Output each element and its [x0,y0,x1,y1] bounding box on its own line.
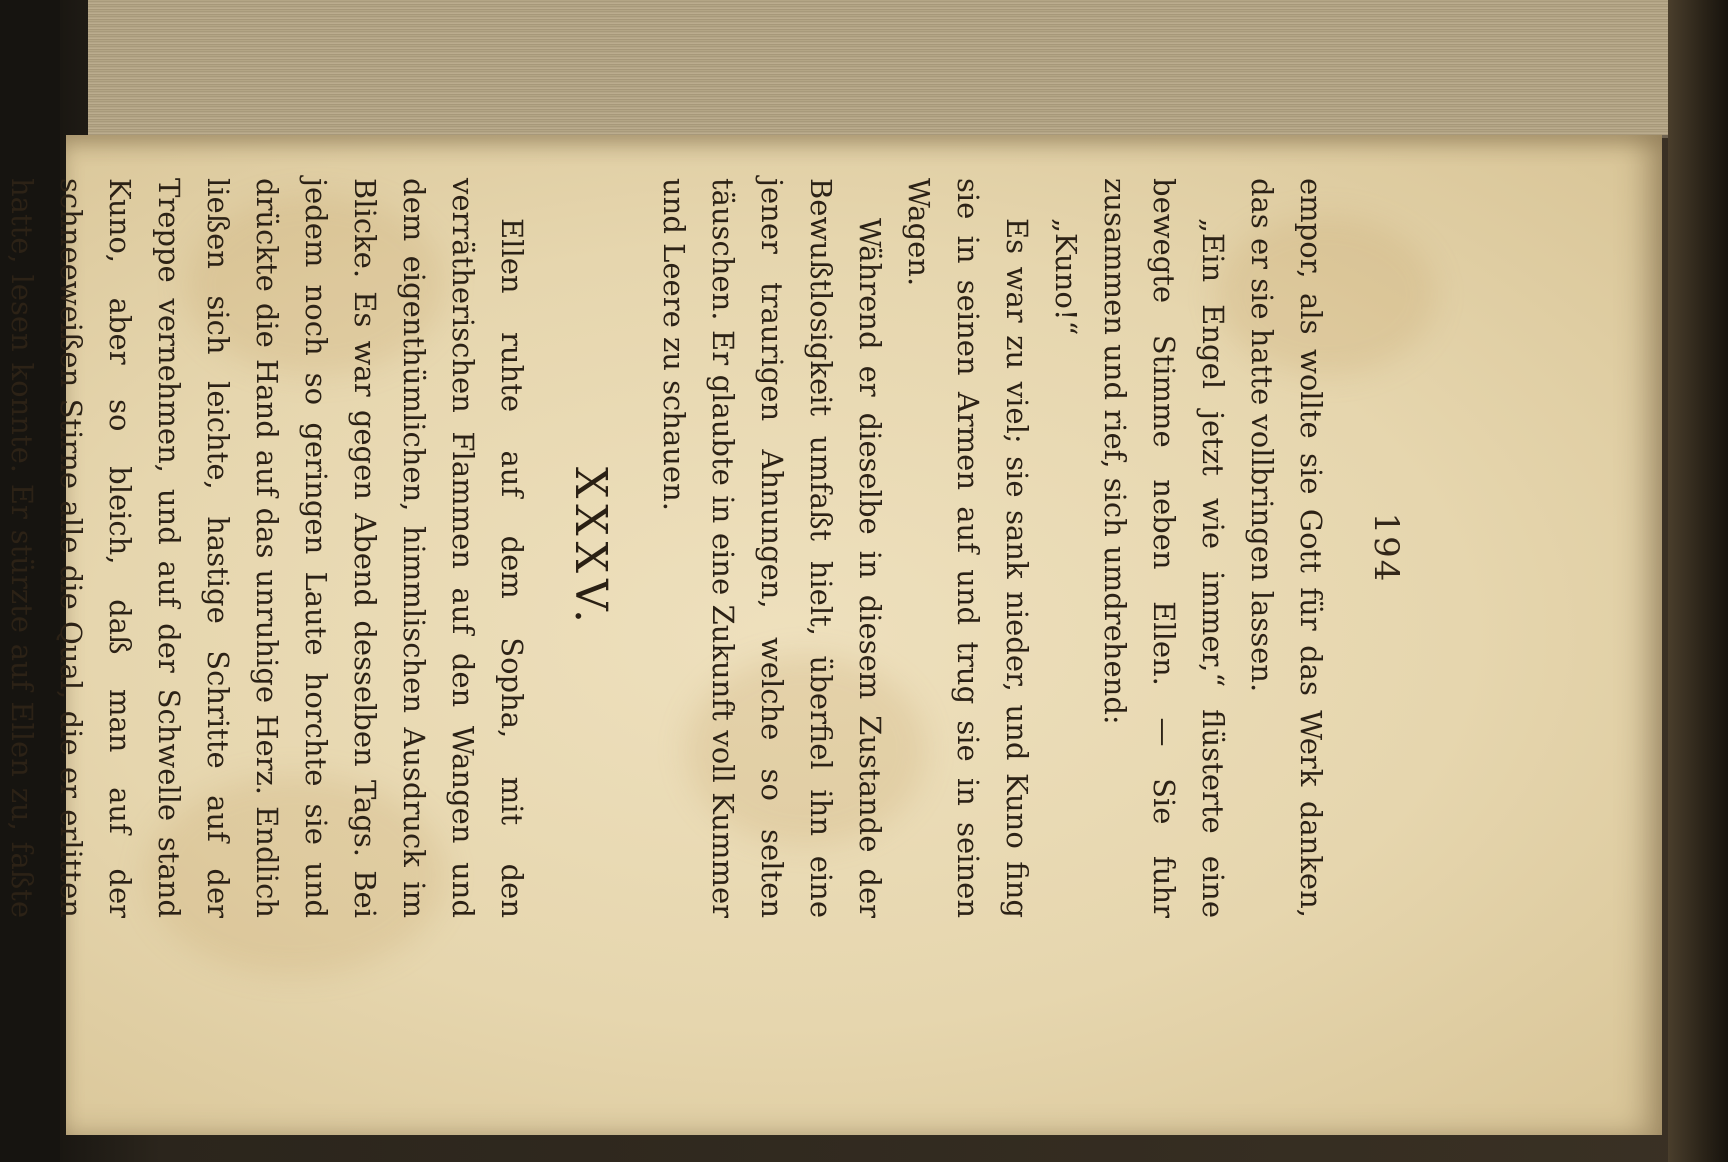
paragraph: Ellen ruhte auf dem Sopha, mit den verrätherischen Flammen auf den Wangen und dem eigenthümlichen, himmlischen Ausdruck im Blicke. Es war gegen Abend desselben Tags. Bei jedem noch so geringen Laute horchte sie und drückte die Hand auf das unruhige Herz. Endlich ließen sich leichte, hastige Schritte auf der Treppe vernehmen, und auf der Schwelle stand Kuno, aber so bleich, daß man auf der schneeweißen Stirne alle die Qual, die er erlitten hatte, lesen konnte. Er stürzte auf Ellen zu, faßte [5,178,529,918]
page-edges [88,0,1688,138]
book-spine [1668,0,1728,1162]
paragraph: Während er dieselbe in diesem Zustande der Bewußtlosigkeit umfaßt hielt, überfiel ihn eine jener traurigen Ahnungen, welche so selten täuschen. Er glaubte in eine Zukunft voll Kummer und Leere zu schauen. [657,178,887,918]
paragraph: Es war zu viel; sie sank nieder, und Kuno fing sie in seinen Armen auf und trug sie in seinen Wagen. [902,178,1034,918]
rotated-text-block [5,178,1410,918]
paragraph: empor, als wollte sie Gott für das Werk danken, das er sie hatte vollbringen lassen. [1245,178,1328,918]
paragraph: „Ein Engel jetzt wie immer,“ flüsterte eine bewegte Stimme neben Ellen. — Sie fuhr zusammen und rief, sich umdrehend: [1098,178,1230,918]
paragraph: „Kuno!“ [1049,218,1083,336]
page-number: 194 [1366,512,1406,584]
chapter-heading: XXXV. [565,466,616,630]
